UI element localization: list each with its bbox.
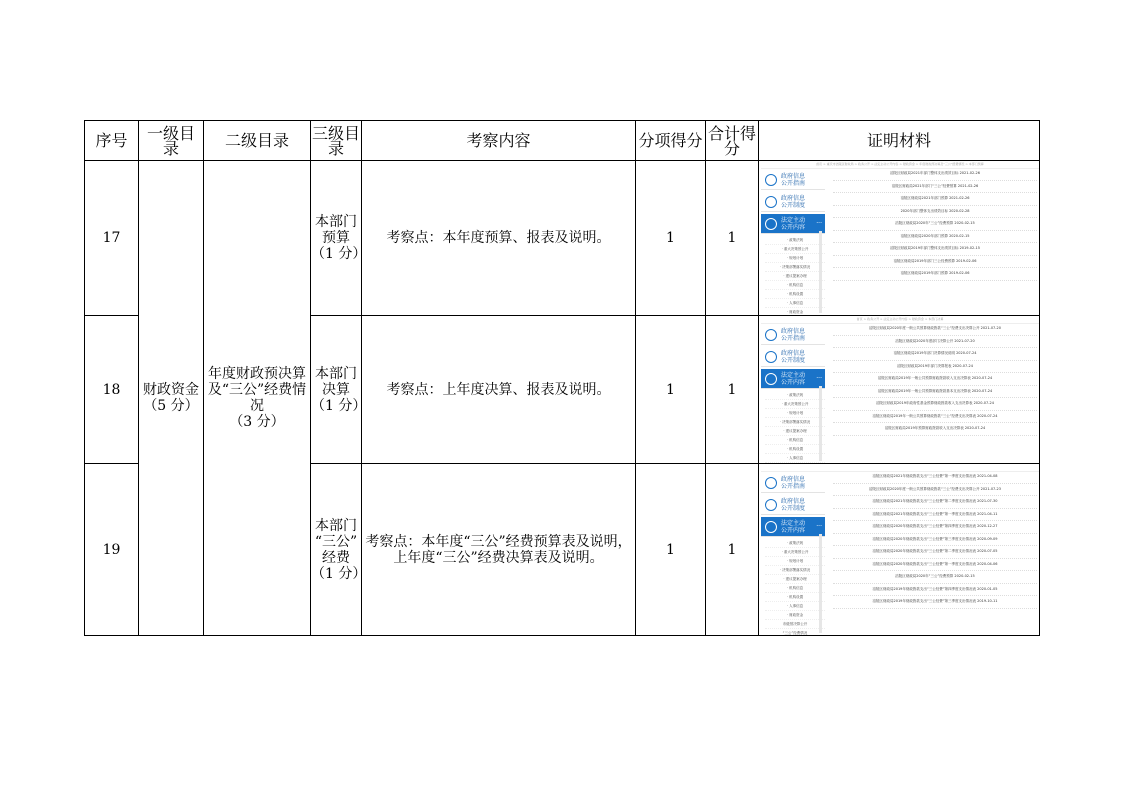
sidebar-nav-label: 政府信息 公开制度: [781, 194, 806, 209]
sidebar-nav-button[interactable]: [761, 517, 825, 537]
level3-cell: 本部门 决算 （1 分）: [311, 316, 362, 464]
sidebar-tree-item[interactable]: · 规划计划: [765, 254, 825, 263]
sidebar-nav-label: 法定主动 公开内容: [781, 216, 806, 231]
sidebar-tree-item[interactable]: · 机构设置: [765, 290, 825, 299]
table-row: [85, 161, 1040, 316]
evidence-cell: [759, 161, 1040, 316]
compass-icon: [765, 174, 777, 186]
sidebar: [761, 168, 825, 315]
document-icon: [765, 499, 777, 511]
document-link[interactable]: 涪陵区财政局2019年一般公共预算财政拨款“三公”经费支出决算表 2020-07-24: [833, 411, 1037, 424]
sidebar-tree-item[interactable]: · 机构信息: [765, 436, 825, 445]
sidebar-tree-item[interactable]: · 决策部署落实情况: [765, 263, 825, 272]
sidebar-nav-label: 政府信息 公开制度: [781, 497, 806, 512]
item-score-cell: 1: [636, 161, 706, 316]
sidebar-tree-item[interactable]: · 机构信息: [765, 584, 825, 593]
more-icon: ···: [816, 220, 822, 227]
header-item-score: 分项得分: [636, 121, 706, 161]
document-link[interactable]: 涪陵区财政局2019年一般公共预算财政拨款基本支出决算表 2020-07-24: [833, 386, 1037, 399]
evidence-cell: [759, 464, 1040, 636]
sidebar-tree-item[interactable]: · 财政资金: [765, 308, 825, 315]
content-cell: 考察点：上年度决算、报表及说明。: [362, 316, 636, 464]
document-link[interactable]: 涪陵区财政局2019年财政拨款支出“三公经费”第四季度支出情况表 2020-01-05: [833, 584, 1037, 597]
document-link[interactable]: 涪陵区财政局2020年“三公”经费预算 2020-02-15: [833, 571, 1037, 584]
seq-cell: 18: [85, 316, 139, 464]
sidebar-nav-label: 法定主动 公开内容: [781, 519, 806, 534]
sidebar-tree-item[interactable]: · 机构设置: [765, 593, 825, 602]
header-level1: 一级目 录: [139, 121, 204, 161]
document-link[interactable]: 涪陵区财政局2020年“三公”经费预算 2020-02-15: [833, 218, 1037, 231]
document-link[interactable]: 涪陵区财政局2021年财政拨款支出“三公经费”第一季度支出情况表 2021-04-11: [833, 509, 1037, 522]
header-level3: 三级目 录: [311, 121, 362, 161]
sidebar-tree-item[interactable]: · 决策部署落实情况: [765, 566, 825, 575]
sidebar-tree-item[interactable]: · 规划计划: [765, 557, 825, 566]
sidebar-nav-button[interactable]: [761, 495, 825, 515]
scrollbar[interactable]: [819, 534, 822, 633]
seq-cell: 17: [85, 161, 139, 316]
document-icon: [765, 218, 777, 230]
document-list: [833, 168, 1037, 315]
document-link[interactable]: 涪陵区财政局2019年财政拨款支出“三公经费”第三季度支出情况表 2019-10-11: [833, 596, 1037, 609]
document-link[interactable]: 涪陵区财政局2019年部门三公经费预算 2019-02-06: [833, 256, 1037, 269]
sidebar-tree-item[interactable]: · 建议提案办理: [765, 575, 825, 584]
document-link[interactable]: 涪陵区财政局2019年部门决算报表 2020-07-24: [833, 361, 1037, 374]
evidence-cell: [759, 316, 1040, 464]
sidebar-tree-item[interactable]: “三公”经费情况: [765, 629, 825, 635]
compass-icon: [765, 329, 777, 341]
sidebar-nav-button[interactable]: [761, 347, 825, 367]
document-link[interactable]: 涪陵区财政局2020年财政拨款支出“三公经费”第三季度支出情况表 2020-09-09: [833, 534, 1037, 547]
document-link[interactable]: 涪陵区财政局2020年度一般公共预算财政拨款“三公”经费支出决算公开 2021-07-20: [833, 323, 1037, 336]
level2-cell: 年度财政预决算 及“三公”经费情 况 （3 分）: [204, 161, 311, 636]
document-link[interactable]: 涪陵区财政局2019年一般公共预算财政拨款收入支出决算表 2020-07-24: [833, 373, 1037, 386]
evidence-screenshot: [759, 464, 1039, 635]
sidebar-tree: [761, 539, 825, 635]
level3-cell: 本部门 “三公” 经费 （1 分）: [311, 464, 362, 636]
document-link[interactable]: 涪陵区财政局2020年度部门决算公开 2021-07-20: [833, 336, 1037, 349]
document-link[interactable]: 涪陵区财政局2020年度一般公共预算财政拨款“三公”经费支出决算公开 2021-07-23: [833, 484, 1037, 497]
level3-cell: 本部门 预算 （1 分）: [311, 161, 362, 316]
header-content: 考察内容: [362, 121, 636, 161]
sidebar-nav-button[interactable]: [761, 473, 825, 493]
evidence-screenshot: [759, 316, 1039, 463]
sidebar-tree-item[interactable]: 市级预决算公开: [765, 620, 825, 629]
sidebar-tree-item[interactable]: · 规划计划: [765, 409, 825, 418]
header-row: [85, 121, 1040, 161]
sidebar-tree-item[interactable]: · 机构设置: [765, 445, 825, 454]
document-link[interactable]: 涪陵区财政局2019年预算财政拨款收入支出决算表 2020-07-24: [833, 423, 1037, 436]
sidebar-nav-label: 法定主动 公开内容: [781, 371, 806, 386]
total-score-cell: 1: [706, 161, 759, 316]
sidebar-tree-item[interactable]: · 政策法规: [765, 391, 825, 400]
sidebar-tree: [761, 391, 825, 463]
evidence-screenshot: [759, 161, 1039, 315]
sidebar-tree-item[interactable]: · 政策法规: [765, 539, 825, 548]
sidebar-nav-button[interactable]: [761, 325, 825, 345]
item-score-cell: 1: [636, 464, 706, 636]
sidebar-nav-label: 政府信息 公开制度: [781, 349, 806, 364]
sidebar-tree-item[interactable]: · 建议提案办理: [765, 272, 825, 281]
document-link[interactable]: 涪陵区财政局2021年部门整体支出绩效目标 2021-02-26: [833, 168, 1037, 181]
sidebar-tree-item[interactable]: · 决策部署落实情况: [765, 418, 825, 427]
sidebar-nav-button[interactable]: [761, 192, 825, 212]
header-evidence: 证明材料: [759, 121, 1040, 161]
document-link[interactable]: 涪陵区财政局2019年部门预算 2019-02-06: [833, 268, 1037, 281]
sidebar-tree-item[interactable]: · 人事信息: [765, 454, 825, 463]
sidebar-tree-item[interactable]: · 重大决策预公开: [765, 548, 825, 557]
sidebar: [761, 471, 825, 635]
document-link[interactable]: 涪陵区财政局2020年财政拨款支出“三公经费”第二季度支出情况表 2020-07-05: [833, 546, 1037, 559]
document-link[interactable]: 涪陵区财政局2020年财政拨款支出“三公经费”第四季度支出情况表 2020-12-27: [833, 521, 1037, 534]
content-cell: 考察点：本年度预算、报表及说明。: [362, 161, 636, 316]
header-seq: 序号: [85, 121, 139, 161]
sidebar-nav-label: 政府信息 公开指南: [781, 475, 806, 490]
document-icon: [765, 196, 777, 208]
document-link[interactable]: 涪陵区财政局2020年部门预算 2020-02-15: [833, 231, 1037, 244]
sidebar-tree-item[interactable]: · 重大决策预公开: [765, 400, 825, 409]
document-link[interactable]: 涪陵区财政局2021年部门“三公”经费预算 2021-02-26: [833, 181, 1037, 194]
item-score-cell: 1: [636, 316, 706, 464]
breadcrumb: 首页 > 政务公开 > 法定主动公开内容 > 财政资金 > 本部门决算: [761, 316, 1039, 324]
evaluation-table: [84, 120, 1040, 636]
header-total-score: 合计得 分: [706, 121, 759, 161]
sidebar-nav-label: 政府信息 公开指南: [781, 172, 806, 187]
scrollbar[interactable]: [819, 231, 822, 313]
document-icon: [765, 373, 777, 385]
document-icon: [765, 521, 777, 533]
sidebar-nav-label: 政府信息 公开指南: [781, 327, 806, 342]
sidebar-tree-item[interactable]: · 机构信息: [765, 281, 825, 290]
sidebar-nav-button[interactable]: [761, 369, 825, 389]
total-score-cell: 1: [706, 464, 759, 636]
sidebar-tree-item[interactable]: · 重大决策预公开: [765, 245, 825, 254]
sidebar-tree-item[interactable]: · 建议提案办理: [765, 427, 825, 436]
document-link[interactable]: 2020年部门整体支出绩效目标 2020-02-28: [833, 206, 1037, 219]
sidebar-tree-item[interactable]: · 人事信息: [765, 299, 825, 308]
document-link[interactable]: 涪陵区财政局2020年财政拨款支出“三公经费”第一季度支出情况表 2020-04-06: [833, 559, 1037, 572]
sidebar: [761, 323, 825, 463]
document-link[interactable]: 涪陵区财政局2019年政府性基金预算财政拨款收入支出决算表 2020-07-24: [833, 398, 1037, 411]
sidebar-tree: [761, 236, 825, 315]
content-cell: 考察点：本年度“三公”经费预算表及说明， 上年度“三公”经费决算表及说明。: [362, 464, 636, 636]
sidebar-nav-button[interactable]: [761, 170, 825, 190]
seq-cell: 19: [85, 464, 139, 636]
document-link[interactable]: 涪陵区财政局2021年财政拨款支出“三公经费”第二季度支出情况表 2021-07-30: [833, 496, 1037, 509]
document-link[interactable]: 涪陵区财政局2021年财政拨款支出“三公经费”第一季度支出情况表 2021-04-08: [833, 471, 1037, 484]
breadcrumb: 首页 > 重庆市涪陵区财政局 > 政务公开 > 法定主动公开内容 > 财政资金 > 年度财政预决算及“三公”经费情况 > 本部门预算: [761, 161, 1039, 169]
header-level2: 二级目录: [204, 121, 311, 161]
sidebar-tree-item[interactable]: · 人事信息: [765, 602, 825, 611]
level1-cell: 财政资金 （5 分）: [139, 161, 204, 636]
document-list: [833, 471, 1037, 635]
document-link[interactable]: 涪陵区财政局2019年部门决算情况说明 2020-07-24: [833, 348, 1037, 361]
total-score-cell: 1: [706, 316, 759, 464]
scrollbar[interactable]: [819, 386, 822, 461]
document-link[interactable]: 涪陵区财政局2019年部门整体支出绩效目标 2019-02-15: [833, 243, 1037, 256]
sidebar-nav-button[interactable]: [761, 214, 825, 234]
document-icon: [765, 351, 777, 363]
more-icon: ···: [816, 523, 822, 530]
compass-icon: [765, 477, 777, 489]
more-icon: ···: [816, 375, 822, 382]
sidebar-tree-item[interactable]: · 政策法规: [765, 236, 825, 245]
document-link[interactable]: 涪陵区财政局2021年部门预算 2021-02-26: [833, 193, 1037, 206]
sidebar-tree-item[interactable]: · 财政资金: [765, 611, 825, 620]
document-list: [833, 323, 1037, 463]
